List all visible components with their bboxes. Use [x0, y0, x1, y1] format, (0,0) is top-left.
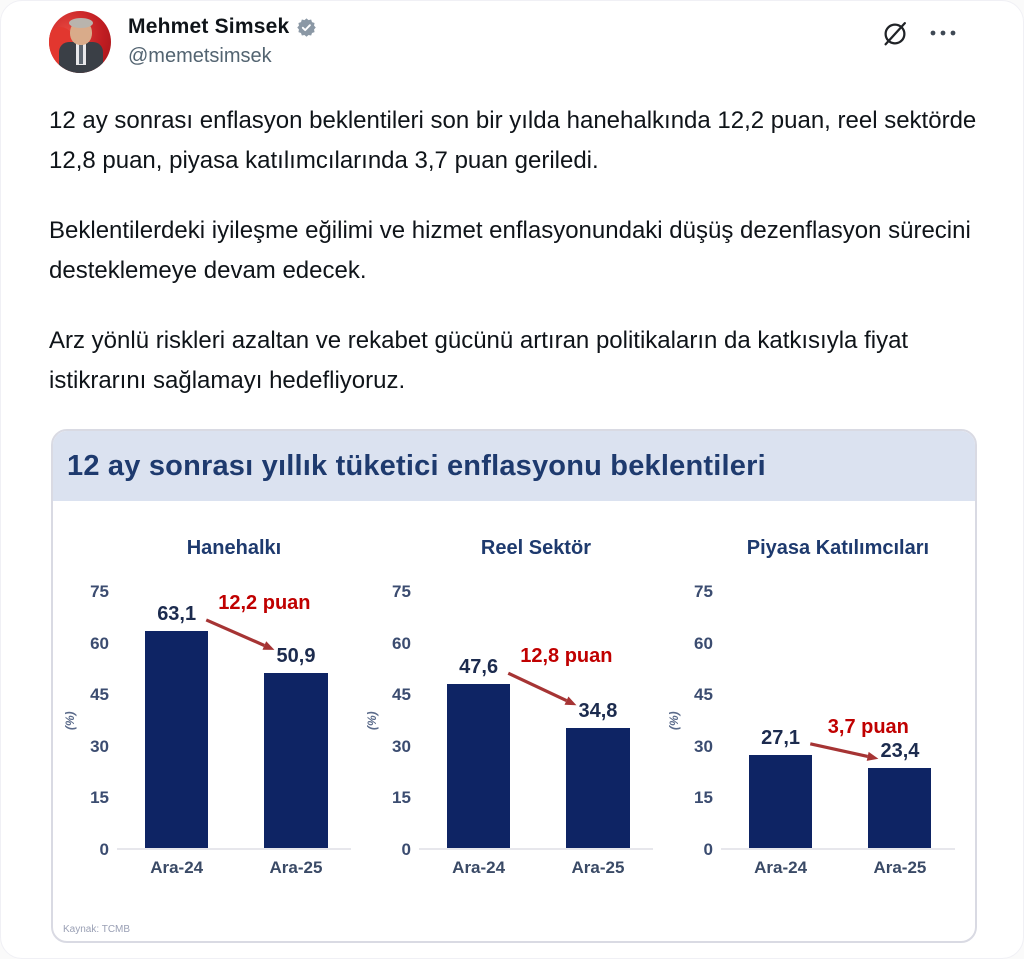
bar-ara-24 [145, 631, 208, 848]
panel-title: Reel Sektör [480, 537, 591, 559]
plot-area [419, 592, 653, 877]
y-axis-ticks [79, 582, 117, 859]
plot-area [721, 592, 955, 877]
bar-value-label: 50,9 [276, 644, 316, 667]
author-name-row [128, 15, 317, 39]
more-options-icon[interactable] [927, 17, 959, 49]
y-axis-tick: 45 [392, 685, 411, 705]
bar-value-label: 34,8 [578, 700, 618, 723]
y-axis-tick: 75 [694, 582, 713, 601]
y-axis-tick: 30 [694, 736, 713, 756]
x-axis-tick: Ara-25 [873, 858, 927, 877]
y-axis-label: (%) [666, 711, 681, 731]
bar-value-label: 63,1 [157, 602, 197, 625]
bar-value-label: 27,1 [761, 726, 801, 749]
chart-media-card[interactable] [51, 429, 977, 943]
tweet-paragraph: 12 ay sonrası enflasyon beklentileri son bir yılda hanehalkında 12,2 puan, reel sektörde 12,8 puan, piyasa katılımcılarında 3,7 puan geriledi. [49, 107, 977, 174]
tweet-paragraph: Beklentilerdeki iyileşme eğilimi ve hizmet enflasyonundaki düşüş dezenflasyon sürecini desteklemeye devam edecek. [49, 217, 971, 284]
x-axis-tick: Ara-24 [452, 858, 506, 877]
y-axis-tick: 60 [90, 633, 109, 653]
change-annotation: 12,8 puan [520, 645, 613, 668]
bar-ara-25 [868, 768, 931, 848]
avatar[interactable] [49, 11, 111, 73]
y-axis-ticks [381, 582, 419, 859]
panel-plot [665, 582, 967, 877]
y-axis-tick: 45 [694, 685, 713, 705]
y-axis-ticks [683, 582, 721, 859]
y-axis-label: (%) [63, 711, 77, 731]
chart-source: Kaynak: TCMB [63, 924, 131, 935]
y-axis-tick: 60 [392, 633, 411, 653]
chart-panel-piyasa-katilimcilari [665, 501, 967, 877]
avatar-tie [79, 44, 83, 64]
avatar-hair [69, 18, 93, 28]
x-axis-tick: Ara-25 [269, 858, 323, 877]
bar-ara-25 [264, 673, 327, 848]
y-axis-label: (%) [364, 711, 379, 731]
y-axis-tick: 0 [99, 840, 109, 859]
change-annotation: 3,7 puan [827, 715, 909, 738]
y-axis-tick: 0 [401, 840, 411, 859]
y-axis-tick: 30 [392, 736, 411, 756]
panel-title: Hanehalkı [186, 537, 282, 559]
bar-value-label: 47,6 [459, 656, 499, 679]
tweet-paragraph: Arz yönlü riskleri azaltan ve rekabet gücünü artıran politikaların da katkısıyla fiyat istikrarını sağlamayı hedefliyoruz. [49, 327, 909, 394]
author-handle[interactable]: @memetsimsek [128, 45, 272, 67]
verified-badge-icon [296, 17, 317, 38]
x-axis-tick: Ara-24 [754, 858, 808, 877]
author-display-name[interactable]: Mehmet Simsek [128, 15, 290, 38]
y-axis-tick: 0 [703, 840, 713, 859]
tweet-actions [879, 17, 959, 49]
chart-title-band [53, 431, 975, 501]
chart-title: 12 ay sonrası yıllık tüketici enflasyonu beklentileri [67, 449, 766, 482]
y-axis-tick: 15 [90, 788, 109, 808]
tweet-text [49, 101, 979, 431]
y-axis-tick: 30 [90, 736, 109, 756]
y-axis-tick: 15 [392, 788, 411, 808]
panel-plot [363, 582, 665, 877]
y-axis-tick: 75 [90, 582, 109, 601]
y-axis-tick: 15 [694, 788, 713, 808]
panel-title: Piyasa Katılımcıları [746, 537, 930, 559]
chart-panel-hanehalki [61, 501, 363, 877]
grok-icon[interactable] [879, 17, 911, 49]
bar-ara-24 [749, 755, 812, 848]
bar-ara-25 [566, 728, 629, 848]
y-axis-tick: 75 [392, 582, 411, 601]
chart-panels [53, 501, 975, 877]
panel-plot [61, 582, 363, 877]
chart-panel-reel-sektor [363, 501, 665, 877]
y-axis-tick: 60 [694, 633, 713, 653]
y-axis-tick: 45 [90, 685, 109, 705]
change-annotation: 12,2 puan [218, 591, 311, 614]
x-axis-tick: Ara-24 [150, 858, 204, 877]
bar-value-label: 23,4 [880, 739, 920, 762]
bar-ara-24 [447, 684, 510, 848]
x-axis-tick: Ara-25 [571, 858, 625, 877]
plot-area [117, 591, 351, 877]
